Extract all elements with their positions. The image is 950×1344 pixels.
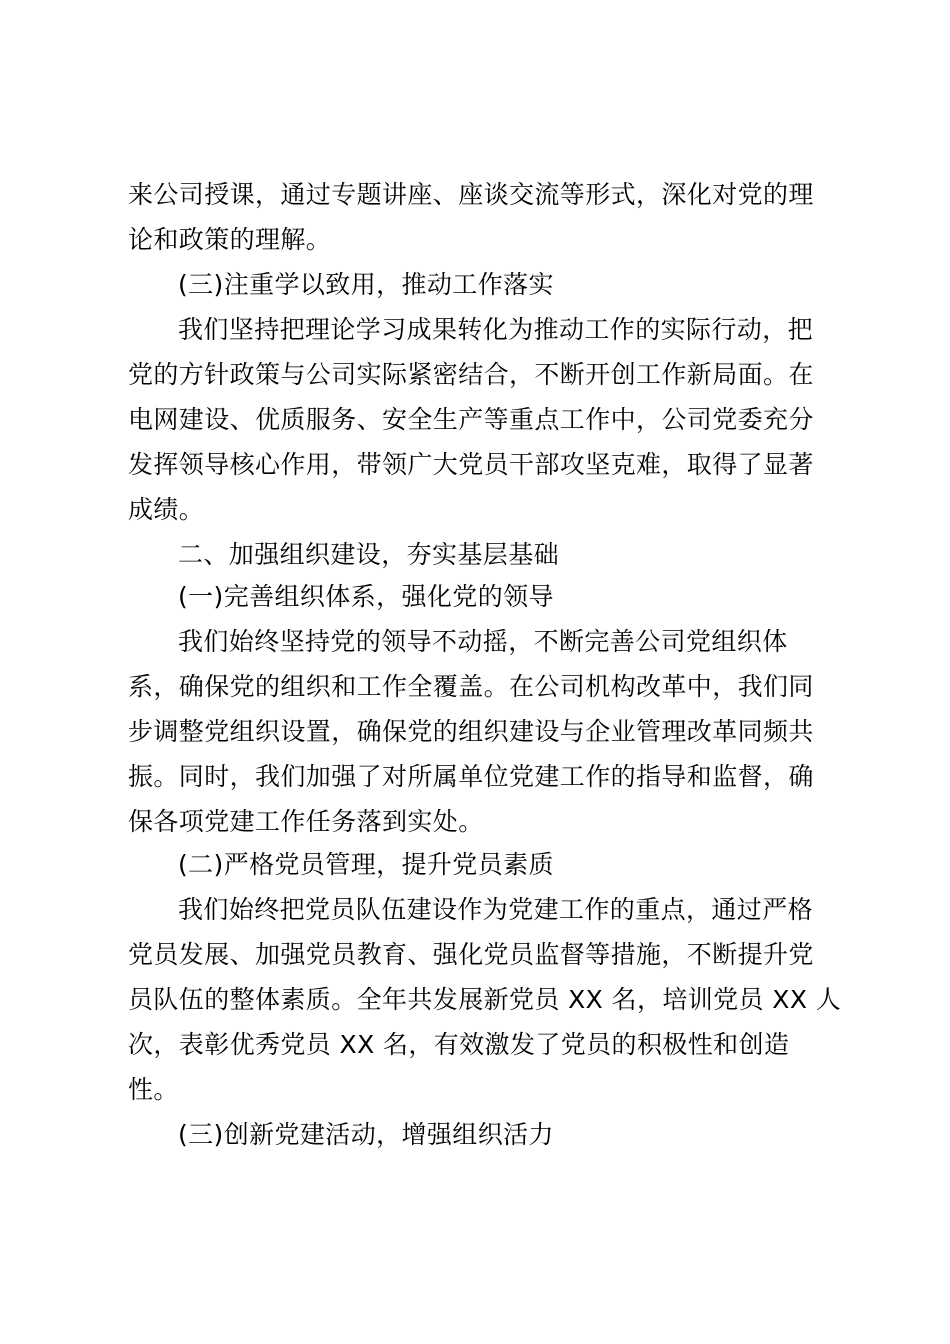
subheading: (二)严格党员管理，提升党员素质 — [178, 850, 554, 879]
subheading: (三)创新党建活动，增强组织活力 — [178, 1120, 554, 1149]
paragraph-line: 保各项党建工作任务落到实处。 — [128, 807, 484, 836]
paragraph-line: 我们始终把党员队伍建设作为党建工作的重点，通过严格 — [178, 895, 814, 924]
paragraph-line: 员队伍的整体素质。全年共发展新党员 XX 名，培训党员 XX 人 — [128, 985, 842, 1014]
paragraph-line: 发挥领导核心作用，带领广大党员干部攻坚克难，取得了显著 — [128, 450, 814, 479]
paragraph-line: 成绩。 — [128, 495, 205, 524]
paragraph-line: 性。 — [128, 1075, 179, 1104]
paragraph-line: 党的方针政策与公司实际紧密结合，不断开创工作新局面。在 — [128, 360, 814, 389]
paragraph-line: 振。同时，我们加强了对所属单位党建工作的指导和监督，确 — [128, 762, 814, 791]
paragraph-line: 电网建设、优质服务、安全生产等重点工作中，公司党委充分 — [128, 405, 814, 434]
paragraph-line: 我们始终坚持党的领导不动摇，不断完善公司党组织体 — [178, 627, 788, 656]
paragraph-line: 论和政策的理解。 — [128, 225, 332, 254]
paragraph-line: 我们坚持把理论学习成果转化为推动工作的实际行动，把 — [178, 315, 814, 344]
paragraph-line: 步调整党组织设置，确保党的组织建设与企业管理改革同频共 — [128, 717, 814, 746]
subheading: (一)完善组织体系，强化党的领导 — [178, 582, 554, 611]
subheading: (三)注重学以致用，推动工作落实 — [178, 270, 554, 299]
paragraph-line: 系，确保党的组织和工作全覆盖。在公司机构改革中，我们同 — [128, 672, 814, 701]
section-heading: 二、加强组织建设，夯实基层基础 — [178, 540, 560, 569]
paragraph-line: 来公司授课，通过专题讲座、座谈交流等形式，深化对党的理 — [128, 180, 814, 209]
paragraph-line: 次，表彰优秀党员 XX 名，有效激发了党员的积极性和创造 — [128, 1030, 790, 1059]
paragraph-line: 党员发展、加强党员教育、强化党员监督等措施，不断提升党 — [128, 940, 814, 969]
